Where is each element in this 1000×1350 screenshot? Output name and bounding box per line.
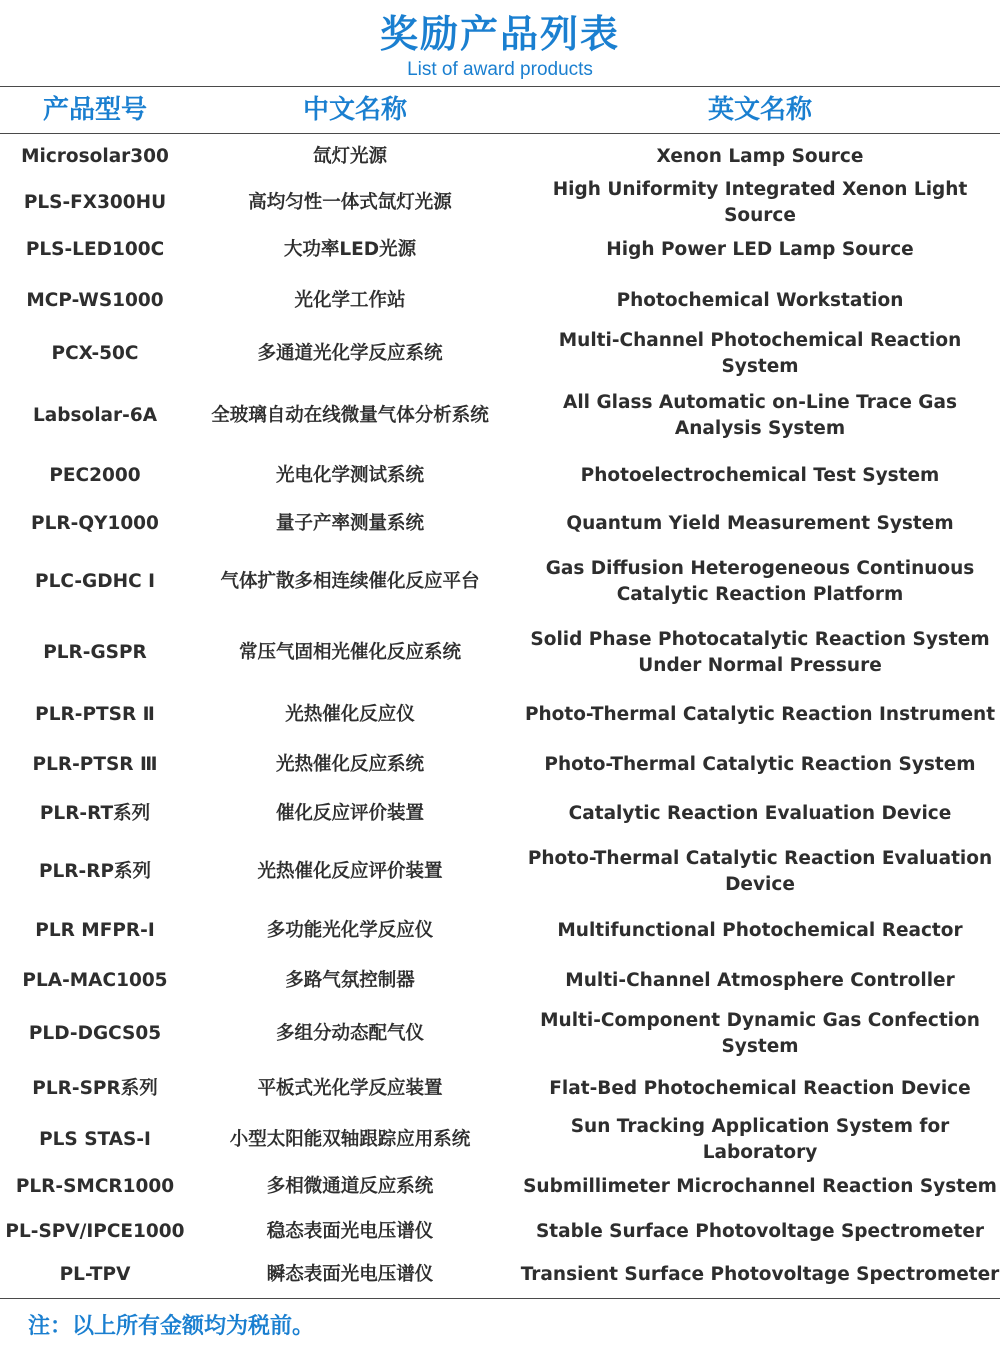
table-row [0,790,1000,837]
product-name-cn: 瞬态表面光电压谱仪 [266,1264,434,1285]
table-row [0,740,1000,789]
product-name-en: Stable Surface Photovoltage Spectrometer [535,1220,985,1242]
product-name-cn: 光热催化反应系统 [275,753,424,775]
product-model: PLC-GDHC Ⅰ [35,570,155,592]
footnote: 注：以上所有金额均为税前。 [28,1314,315,1339]
product-name-en-cell [510,180,1000,226]
product-name-cn: 平板式光化学反应装置 [257,1077,443,1099]
table-row [0,275,1000,327]
product-model: PLS-LED100C [25,239,165,260]
top-rule [0,86,1000,87]
product-name-en: Submillimeter Microchannel Reaction System [523,1175,997,1197]
product-name-en: Multi-Channel Atmosphere Controller [565,969,955,991]
table-row [0,1116,1000,1163]
product-name-en-cell [510,790,1000,837]
product-name-en: Gas Diffusion Heterogeneous Continuous Catalytic Reaction Platform [545,557,975,605]
table-row [0,1006,1000,1061]
product-model: PLS-FX300HU [23,192,167,213]
table-row [0,1164,1000,1209]
product-name-cn: 催化反应评价装置 [275,802,424,824]
product-model: PL-TPV [59,1264,131,1285]
product-name-cn: 稳态表面光电压谱仪 [266,1220,434,1242]
product-name-en-cell [510,135,1000,179]
product-name-en-cell [510,275,1000,327]
table-row [0,135,1000,179]
product-name-en-cell [510,1164,1000,1209]
product-name-en: Sun Tracking Application System for Laboratory [570,1115,950,1163]
product-name-en-cell [510,690,1000,739]
header-en-name: 英文名称 [707,95,812,125]
table-row [0,956,1000,1005]
product-name-cn: 光化学工作站 [294,290,406,311]
product-name-cn: 小型太阳能双轴跟踪应用系统 [229,1128,471,1150]
product-name-en: Quantum Yield Measurement System [566,512,954,534]
product-name-cn: 多通道光化学反应系统 [257,342,443,364]
product-name-cn: 多相微通道反应系统 [266,1175,434,1197]
product-name-en: Photoelectrochemical Test System [580,464,940,486]
product-model: PLR-QY1000 [31,512,159,534]
product-name-en: High Uniformity Integrated Xenon Light Source [552,179,968,226]
product-name-cn: 全玻璃自动在线微量气体分析系统 [211,404,489,426]
product-name-en-cell [510,380,1000,451]
product-name-cn: 多功能光化学反应仪 [266,919,434,941]
product-model: PLA-MAC1005 [22,969,168,991]
product-name-en: Flat-Bed Photochemical Reaction Device [549,1077,971,1099]
table-row [0,452,1000,499]
product-model: PLR MFPR-I [35,919,155,941]
product-name-cn: 光电化学测试系统 [275,464,424,486]
table-row [0,380,1000,451]
product-name-en: Photo-Thermal Catalytic Reaction Instrument [524,703,996,725]
table-row [0,838,1000,905]
table-row [0,226,1000,274]
product-name-en: Photo-Thermal Catalytic Reaction Evaluation Device [527,847,993,895]
product-name-en: Photo-Thermal Catalytic Reaction System [544,753,976,775]
table-row [0,500,1000,547]
product-name-cn: 氙灯光源 [312,146,387,167]
product-name-en-cell [510,226,1000,274]
product-name-cn: 高均匀性一体式氙灯光源 [248,192,452,213]
product-name-en-cell [510,838,1000,905]
product-model: PCX-50C [51,342,139,364]
product-model: PEC2000 [49,464,141,486]
product-name-en: All Glass Automatic on-Line Trace Gas Analysis System [563,391,957,439]
table-row [0,1062,1000,1115]
product-name-en: Photochemical Workstation [616,290,904,311]
page-title: 奖励产品列表 [379,12,620,56]
product-name-en: Xenon Lamp Source [656,146,864,167]
product-name-en: Catalytic Reaction Evaluation Device [568,802,952,824]
product-name-en: Multi-Channel Photochemical Reaction System [558,329,962,377]
table-row [0,328,1000,379]
header-rule [0,133,1000,134]
product-name-cn: 常压气固相光催化反应系统 [238,641,461,663]
product-name-en-cell [510,956,1000,1005]
product-name-en-cell [510,616,1000,689]
product-model: PLR-PTSR Ⅲ [32,753,158,775]
product-name-en-cell [510,906,1000,955]
product-name-cn: 光热催化反应评价装置 [257,860,443,882]
product-model: Labsolar-6A [32,404,158,426]
product-name-cn: 多路气氛控制器 [285,969,415,991]
header-cn-name: 中文名称 [302,95,407,125]
product-model: PLR-PTSR Ⅱ [35,703,155,725]
product-model: PLD-DGCS05 [28,1022,162,1044]
product-name-cn: 光热催化反应仪 [285,703,415,725]
table-row [0,1210,1000,1253]
product-name-en: High Power LED Lamp Source [606,239,914,260]
product-name-en-cell [510,1006,1000,1061]
product-name-cn: 气体扩散多相连续催化反应平台 [220,570,480,592]
product-name-en-cell [510,1210,1000,1253]
bottom-rule [0,1298,1000,1299]
product-name-en-cell [510,500,1000,547]
product-model: PLR-SPR系列 [32,1077,158,1099]
product-name-en-cell [510,1254,1000,1296]
product-name-en: Transient Surface Photovoltage Spectrometer [520,1264,1000,1285]
product-name-en-cell [510,548,1000,615]
product-model: PLS STAS-I [39,1128,151,1150]
product-name-en-cell [510,740,1000,789]
table-row [0,1254,1000,1296]
product-model: Microsolar300 [21,146,169,167]
product-name-en-cell [510,1062,1000,1115]
product-name-cn: 量子产率测量系统 [275,512,424,534]
product-name-cn: 多组分动态配气仪 [275,1022,424,1044]
table-header [0,88,1000,132]
product-model: PL-SPV/IPCE1000 [5,1220,185,1242]
product-model: PLR-GSPR [43,641,147,663]
product-name-cn: 大功率LED光源 [283,239,417,260]
product-name-en: Multi-Component Dynamic Gas Confection System [540,1009,980,1057]
product-name-en-cell [510,328,1000,379]
product-model: MCP-WS1000 [26,290,164,311]
product-model: PLR-RP系列 [38,860,152,882]
product-name-en-cell [510,452,1000,499]
product-name-en-cell [510,1116,1000,1163]
table-row [0,690,1000,739]
table-row [0,906,1000,955]
table-row [0,616,1000,689]
product-name-en: Solid Phase Photocatalytic Reaction System Under Normal Pressure [530,628,990,676]
product-model: PLR-SMCR1000 [15,1175,175,1197]
page-subtitle: List of award products [407,59,593,80]
product-name-en: Multifunctional Photochemical Reactor [557,919,963,941]
table-row [0,548,1000,615]
product-model: PLR-RT系列 [39,802,151,824]
header-model: 产品型号 [42,95,147,125]
table-row [0,180,1000,226]
